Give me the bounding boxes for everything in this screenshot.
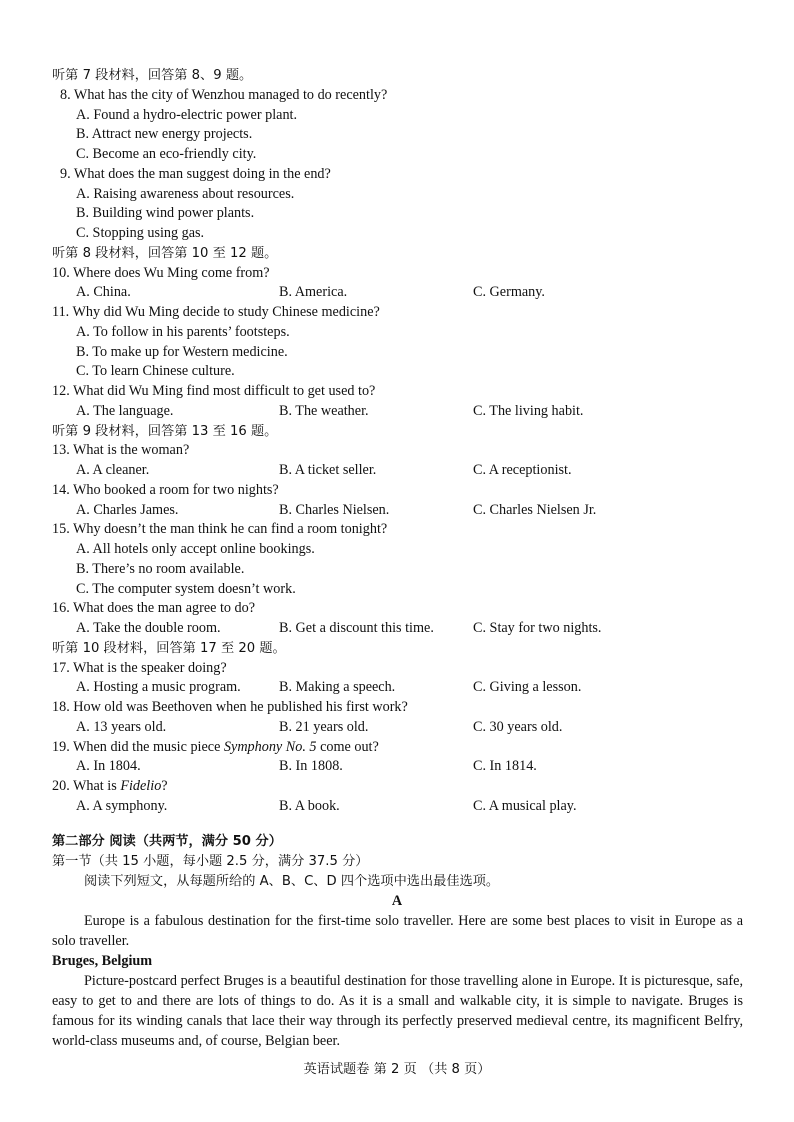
answer-option: C. To learn Chinese culture. xyxy=(76,363,235,380)
answer-option-c: C. A receptionist. xyxy=(473,462,572,478)
question-text xyxy=(52,777,752,797)
question-text: 14. Who booked a room for two nights? xyxy=(52,481,279,498)
answer-option-b: B. Charles Nielsen. xyxy=(279,501,390,518)
listening-section-header: 听第 7 段材料，回答第 8、9 题。 xyxy=(52,68,253,83)
question-text: 15. Why doesn’t the man think he can find a room tonight? xyxy=(52,521,388,538)
answer-option-a: A. Take the double room. xyxy=(76,620,221,636)
question-text: 16. What does the man agree to do? xyxy=(52,600,256,617)
answer-option-c: C. In 1814. xyxy=(473,758,537,775)
answer-option-a: A. Hosting a music program. xyxy=(76,679,241,696)
question-title-italic: Fidelio xyxy=(120,778,162,794)
question-text: 11. Why did Wu Ming decide to study Chinese medicine? xyxy=(52,304,380,320)
part-two-title: 第二部分 阅读（共两节，满分 50 分） xyxy=(52,834,282,849)
section-one-title: 第一节（共 15 小题，每小题 2.5 分，满分 37.5 分） xyxy=(52,854,369,869)
answer-option-b: B. The weather. xyxy=(279,402,369,419)
listening-section-header: 听第 9 段材料，回答第 13 至 16 题。 xyxy=(52,423,278,439)
question-text-part: ? xyxy=(161,778,168,794)
answer-option: A. Found a hydro-electric power plant. xyxy=(76,106,298,123)
answer-options-row xyxy=(76,619,776,639)
answer-options-row xyxy=(76,283,776,303)
question-text: 10. Where does Wu Ming come from? xyxy=(52,264,270,281)
answer-option-b: B. Get a discount this time. xyxy=(279,620,434,636)
passage-letter: A xyxy=(391,893,403,909)
answer-option-c: C. Giving a lesson. xyxy=(473,679,582,696)
page-footer: 英语试题卷 第 2 页 （共 8 页） xyxy=(303,1062,491,1077)
answer-option-a: A. In 1804. xyxy=(76,758,141,775)
answer-option-b: B. 21 years old. xyxy=(279,718,369,735)
answer-options-row xyxy=(76,718,776,738)
answer-option-c: C. A musical play. xyxy=(473,797,577,814)
question-text: 8. What has the city of Wenzhou managed to do recently? xyxy=(60,86,388,103)
answer-option-c: C. The living habit. xyxy=(473,402,584,419)
answer-option-c: C. Stay for two nights. xyxy=(473,620,602,636)
question-text: 9. What does the man suggest doing in the end? xyxy=(60,165,331,182)
answer-options-row xyxy=(76,501,776,521)
answer-option-a: A. The language. xyxy=(76,402,174,419)
answer-option: C. The computer system doesn’t work. xyxy=(76,580,296,597)
passage-subheading: Bruges, Belgium xyxy=(52,953,153,969)
question-text: 17. What is the speaker doing? xyxy=(52,659,227,676)
answer-options-row xyxy=(76,757,776,777)
answer-option-c: C. Charles Nielsen Jr. xyxy=(473,501,597,518)
answer-options-row xyxy=(76,402,776,422)
question-text: 13. What is the woman? xyxy=(52,442,190,459)
answer-option-a: A. A cleaner. xyxy=(76,462,150,478)
answer-option-b: B. America. xyxy=(279,284,348,301)
question-text-part: 20. What is xyxy=(52,778,121,794)
answer-options-row xyxy=(76,797,776,817)
answer-option: A. To follow in his parents’ footsteps. xyxy=(76,323,290,340)
question-text-part: come out? xyxy=(316,738,379,755)
answer-option: B. There’s no room available. xyxy=(76,560,245,577)
listening-section-header: 听第 8 段材料，回答第 10 至 12 题。 xyxy=(52,245,278,261)
question-text xyxy=(52,738,752,758)
answer-option-a: A. Charles James. xyxy=(76,501,179,518)
question-text: 12. What did Wu Ming find most difficult to get used to? xyxy=(52,383,376,399)
answer-option: B. To make up for Western medicine. xyxy=(76,343,288,360)
body-paragraph: Picture-postcard perfect Bruges is a beautiful destination for those travelling alone in Europe. It is picturesque, safe, easy to get to and there are lots of things to do. As it is a small and walkable city, it is simple to navigate. Bruges is famous for its winding canals that lace their way through its perfectly preserved medieval centre, its magnificent Belfry, world-class museums and, of course, Belgian beer. xyxy=(52,973,743,1049)
answer-option-a: A. 13 years old. xyxy=(76,718,167,735)
answer-option-b: B. In 1808. xyxy=(279,758,343,775)
answer-options-row xyxy=(76,461,776,481)
answer-option-a: A. A symphony. xyxy=(76,797,168,814)
answer-option: C. Become an eco-friendly city. xyxy=(76,146,257,162)
question-text: 18. How old was Beethoven when he published his first work? xyxy=(52,699,408,715)
reading-instruction: 阅读下列短文，从每题所给的 A、B、C、D 四个选项中选出最佳选项。 xyxy=(84,874,500,889)
answer-options-row xyxy=(76,678,776,698)
answer-option: B. Building wind power plants. xyxy=(76,205,255,222)
answer-option-c: C. Germany. xyxy=(473,284,545,301)
question-title-italic: Symphony No. 5 xyxy=(223,738,317,755)
answer-option-b: B. A ticket seller. xyxy=(279,462,377,478)
intro-paragraph: Europe is a fabulous destination for the first-time solo traveller. Here are some best places to visit in Europe as a solo traveller. xyxy=(52,913,743,949)
answer-option-b: B. Making a speech. xyxy=(279,679,396,696)
answer-option: A. All hotels only accept online bookings. xyxy=(76,541,315,557)
answer-option-b: B. A book. xyxy=(279,797,340,814)
answer-option-a: A. China. xyxy=(76,284,131,301)
passage-intro xyxy=(52,912,743,952)
answer-option: C. Stopping using gas. xyxy=(76,225,205,241)
answer-option: B. Attract new energy projects. xyxy=(76,126,253,143)
passage-body xyxy=(52,972,743,1052)
question-text-part: 19. When did the music piece xyxy=(52,738,224,755)
listening-section-header: 听第 10 段材料，回答第 17 至 20 题。 xyxy=(52,640,286,656)
answer-option-c: C. 30 years old. xyxy=(473,718,563,735)
answer-option: A. Raising awareness about resources. xyxy=(76,185,295,202)
